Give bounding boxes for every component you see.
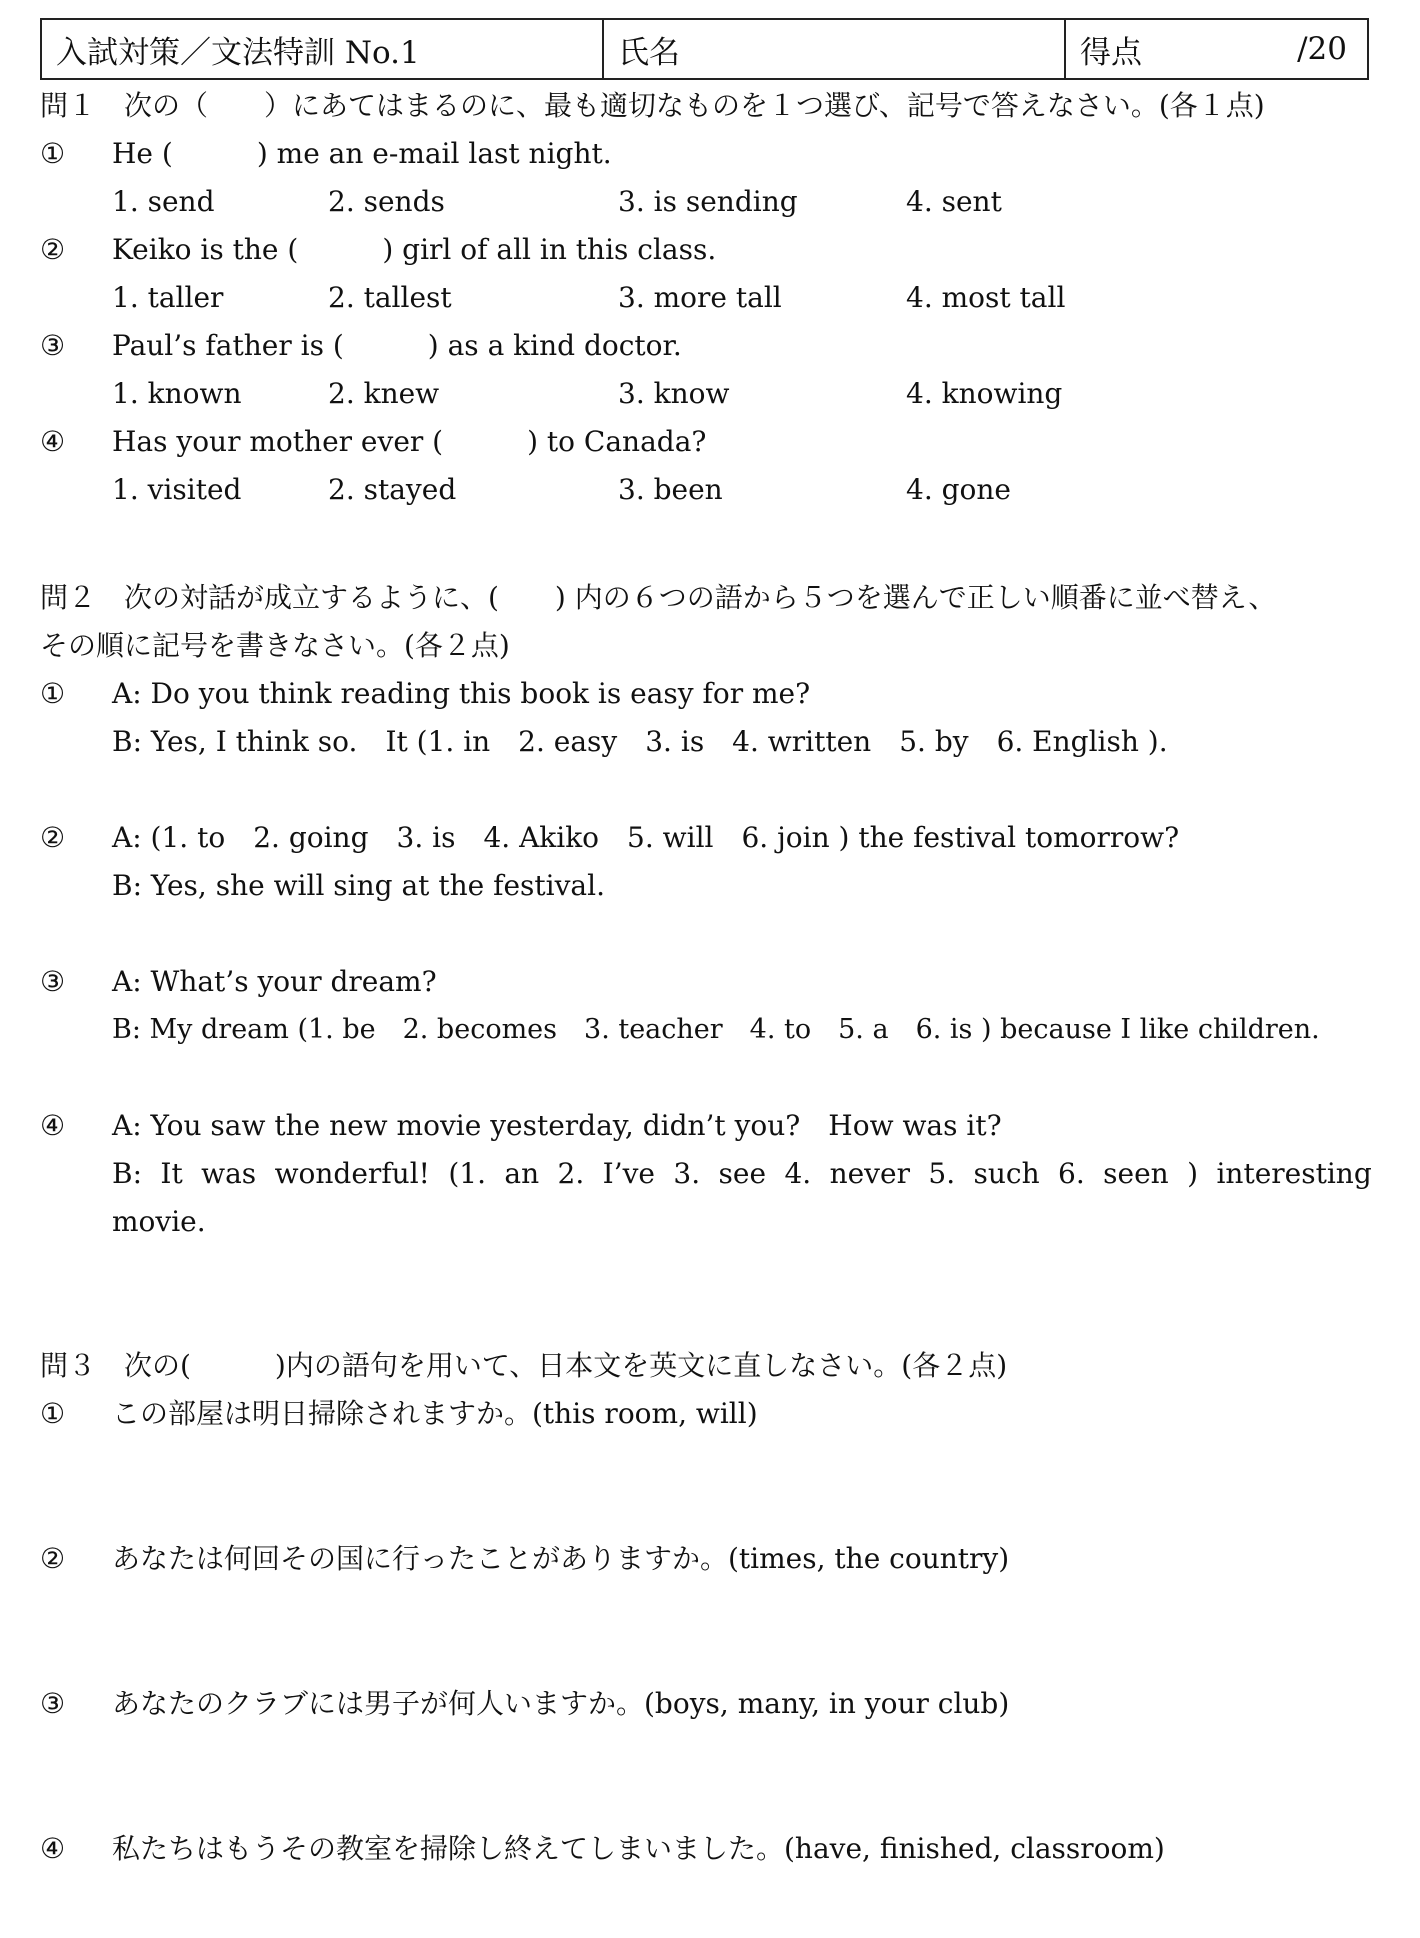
q2-item-4-line-c: movie. <box>112 1205 206 1238</box>
q3-item-4-number: ④ <box>40 1832 66 1865</box>
q1-item-3-text: Paul’s father is ( ) as a kind doctor. <box>112 329 682 362</box>
q2-item-4-word: I’ve <box>602 1157 655 1190</box>
score-field <box>1066 20 1367 78</box>
q1-item-3-option-2: 2. knew <box>328 377 440 410</box>
q3-item-2-text: あなたは何回その国に行ったことがありますか。(times, the country) <box>112 1542 1010 1575</box>
q1-item-4-option-3: 3. been <box>618 473 723 506</box>
q1-item-4-option-1: 1. visited <box>112 473 242 506</box>
q2-item-4-word: 2. <box>557 1157 585 1190</box>
q2-item-4-word: an <box>504 1157 540 1190</box>
name-label: 氏名 <box>618 34 680 71</box>
q1-heading: 問１ 次の（ ）にあてはまるのに、最も適切なものを１つ選び、記号で答えなさい。(各１点) <box>40 89 1265 122</box>
q1-item-2-text: Keiko is the ( ) girl of all in this class. <box>112 233 717 266</box>
q2-item-4-word: seen <box>1103 1157 1169 1190</box>
q1-item-2-option-2: 2. tallest <box>328 281 452 314</box>
q2-item-4-word: 6. <box>1058 1157 1085 1190</box>
q1-item-1-option-1: 1. send <box>112 185 215 218</box>
q2-item-4-word: such <box>973 1157 1040 1190</box>
q2-item-1-line-b: B: Yes, I think so. It (1. in 2. easy 3. is 4. written 5. by 6. English ). <box>112 725 1168 758</box>
q2-heading-line-2: その順に記号を書きなさい。(各２点) <box>40 629 510 662</box>
q1-item-3-option-1: 1. known <box>112 377 242 410</box>
q2-item-3-line-b: B: My dream (1. be 2. becomes 3. teacher 4. to 5. a 6. is ) because I like children. <box>112 1014 1320 1045</box>
q1-item-2-option-1: 1. taller <box>112 281 224 314</box>
q2-item-4-word: 4. <box>784 1157 812 1190</box>
q3-item-2-number: ② <box>40 1542 66 1575</box>
q2-item-4-word: 5. <box>928 1157 956 1190</box>
q2-item-2-number: ② <box>40 821 66 854</box>
q2-item-2-line-b: B: Yes, she will sing at the festival. <box>112 869 605 902</box>
score-label: 得点 <box>1080 34 1142 71</box>
q3-item-1-number: ① <box>40 1397 66 1430</box>
q1-item-3-number: ③ <box>40 329 66 362</box>
q1-item-4-text: Has your mother ever ( ) to Canada? <box>112 425 707 458</box>
q1-item-1-text: He ( ) me an e-mail last night. <box>112 137 612 170</box>
q2-item-2-line-a: A: (1. to 2. going 3. is 4. Akiko 5. will 6. join ) the festival tomorrow? <box>112 821 1180 854</box>
q2-item-4-word: (1. <box>448 1157 486 1190</box>
q3-item-4-text: 私たちはもうその教室を掃除し終えてしまいました。(have, finished, classroom) <box>112 1832 1165 1865</box>
q3-item-3-number: ③ <box>40 1687 66 1720</box>
title-text: 入試対策／文法特訓 No.1 <box>56 34 420 71</box>
q2-item-4-number: ④ <box>40 1109 66 1142</box>
q1-item-3-option-3: 3. know <box>618 377 730 410</box>
q3-item-1-text: この部屋は明日掃除されますか。(this room, will) <box>112 1397 758 1430</box>
q1-item-1-option-4: 4. sent <box>906 185 1002 218</box>
q1-item-1-option-3: 3. is sending <box>618 185 798 218</box>
q1-item-2-number: ② <box>40 233 66 266</box>
q2-item-4-line-a: A: You saw the new movie yesterday, didn’t you? How was it? <box>112 1109 1002 1142</box>
q2-item-3-line-a: A: What’s your dream? <box>112 965 437 998</box>
q2-item-4-word: interesting <box>1216 1157 1372 1190</box>
q1-item-1-number: ① <box>40 137 66 170</box>
q3-heading: 問３ 次の( )内の語句を用いて、日本文を英文に直しなさい。(各２点) <box>40 1349 1008 1382</box>
header-table <box>40 18 1369 80</box>
q2-item-4-word: wonderful! <box>274 1157 430 1190</box>
q2-item-4-word: B: <box>112 1157 143 1190</box>
q1-item-1-option-2: 2. sends <box>328 185 445 218</box>
q1-item-4-option-2: 2. stayed <box>328 473 457 506</box>
q1-item-2-option-4: 4. most tall <box>906 281 1066 314</box>
q2-item-1-line-a: A: Do you think reading this book is easy for me? <box>112 677 811 710</box>
worksheet-title <box>42 20 604 78</box>
q1-item-3-option-4: 4. knowing <box>906 377 1063 410</box>
q1-item-2-option-3: 3. more tall <box>618 281 782 314</box>
q2-item-4-word: see <box>718 1157 767 1190</box>
q2-item-3-number: ③ <box>40 965 66 998</box>
q2-item-4-word: 3. <box>673 1157 701 1190</box>
q1-item-4-option-4: 4. gone <box>906 473 1011 506</box>
q2-item-4-word: never <box>829 1157 910 1190</box>
q2-item-4-word: ) <box>1187 1157 1199 1190</box>
q1-item-4-number: ④ <box>40 425 66 458</box>
q2-heading-line-1: 問２ 次の対話が成立するように、( ) 内の６つの語から５つを選んで正しい順番に並べ替え、 <box>40 581 1277 614</box>
q2-item-1-number: ① <box>40 677 66 710</box>
score-total: /20 <box>1297 31 1347 67</box>
name-field[interactable] <box>604 20 1066 78</box>
q2-item-4-word: was <box>201 1157 257 1190</box>
q2-item-4-line-b <box>112 1157 1372 1190</box>
q3-item-3-text: あなたのクラブには男子が何人いますか。(boys, many, in your club) <box>112 1687 1010 1720</box>
q2-item-4-word: It <box>160 1157 183 1190</box>
